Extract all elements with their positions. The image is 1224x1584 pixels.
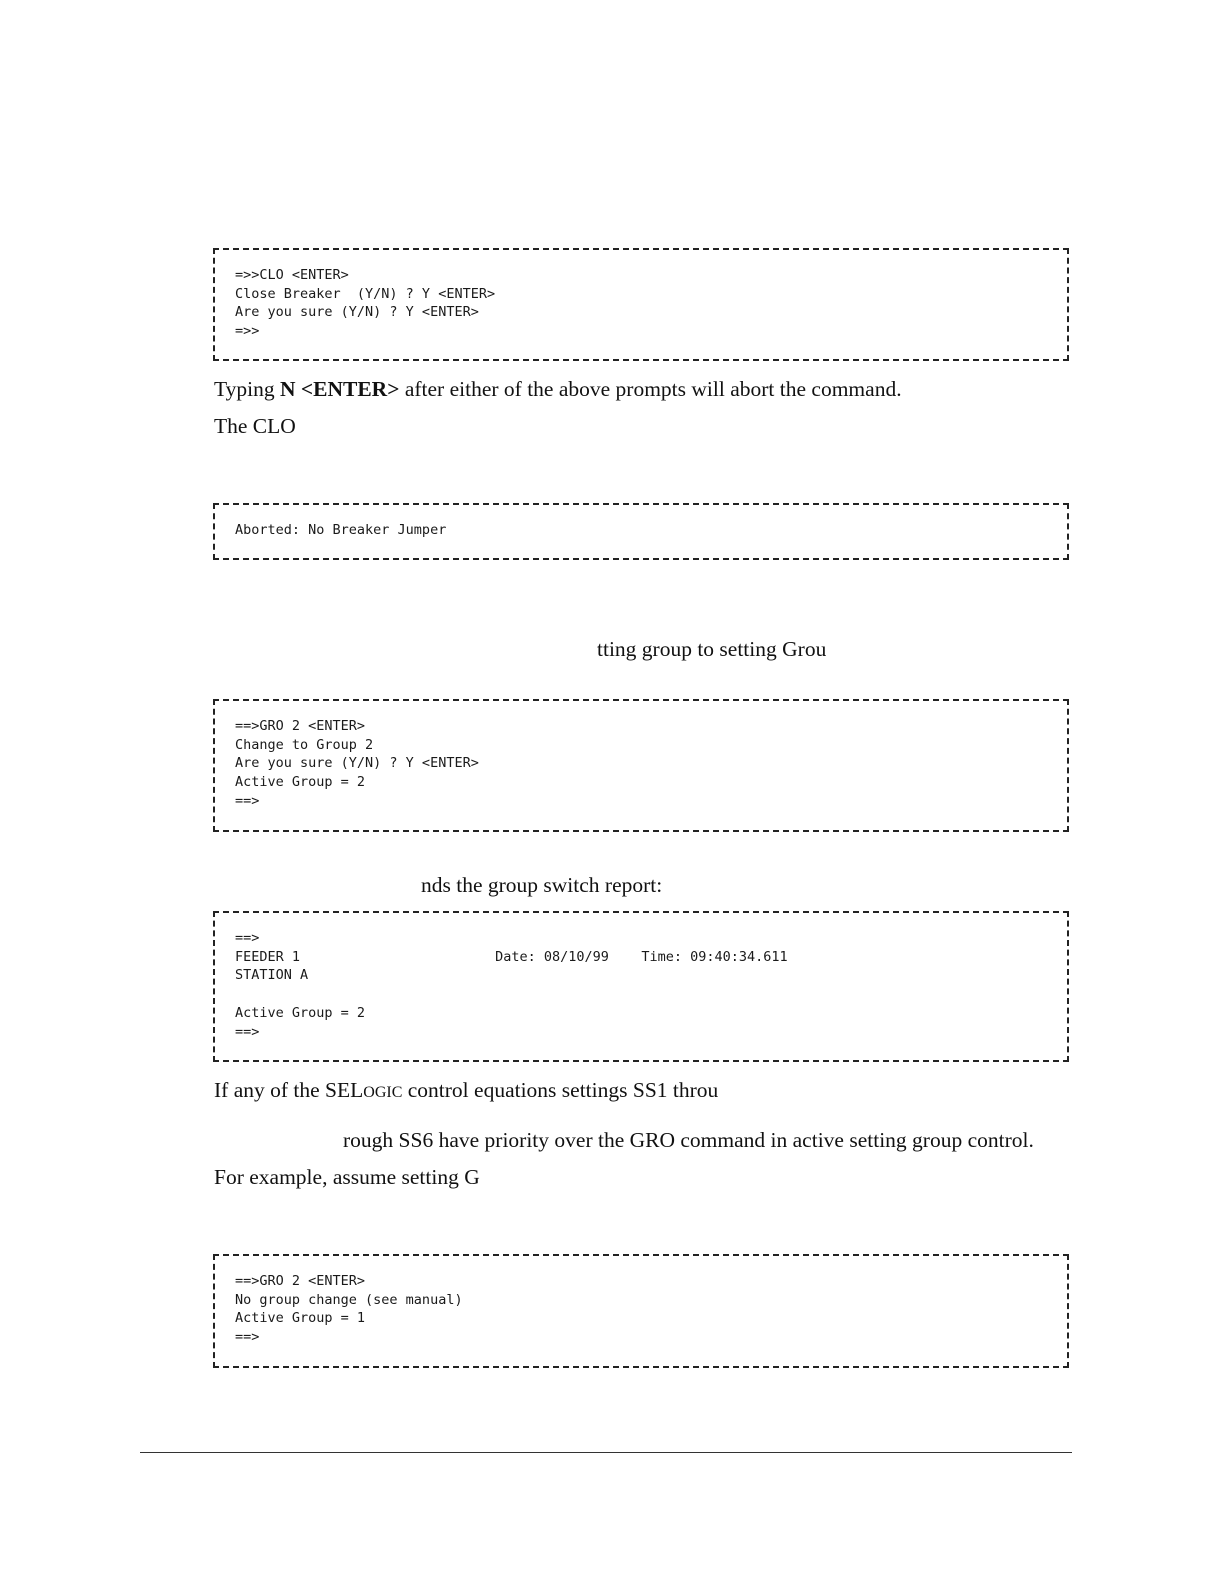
abort-instruction-paragraph: Typing N <ENTER> after either of the above prompts will abort the command. [214,377,902,401]
group-switch-report-paragraph: nds the group switch report: [421,873,663,897]
aborted-message-box [213,503,1069,560]
example-paragraph: For example, assume setting G [214,1165,480,1189]
selogic-paragraph: If any of the SELOGIC control equations settings SS1 throu [214,1078,719,1102]
abort-key-bold: N <ENTER> [279,377,400,401]
setting-group-paragraph: tting group to setting Grou [597,637,827,661]
group-switch-report-text: ==> FEEDER 1 Date: 08/10/99 Time: 09:40:34.611 STATION A Active Group = 2 ==> [235,930,788,1040]
gro-command-box [213,699,1069,832]
clo-command-text: =>>CLO <ENTER> Close Breaker (Y/N) ? Y <ENTER> Are you sure (Y/N) ? Y <ENTER> =>> [235,267,496,340]
no-group-change-text: ==>GRO 2 <ENTER> No group change (see manual) Active Group = 1 ==> [235,1273,463,1346]
clo-paragraph: The CLO [214,414,296,438]
clo-command-box [213,248,1069,361]
aborted-message-text: Aborted: No Breaker Jumper [235,522,447,538]
group-switch-report-box [213,911,1069,1062]
gro-command-text: ==>GRO 2 <ENTER> Change to Group 2 Are you sure (Y/N) ? Y <ENTER> Active Group = 2 ==> [235,718,479,809]
footer-rule [140,1452,1072,1453]
priority-paragraph: rough SS6 have priority over the GRO command in active setting group control. [343,1128,1034,1152]
no-group-change-box [213,1254,1069,1368]
